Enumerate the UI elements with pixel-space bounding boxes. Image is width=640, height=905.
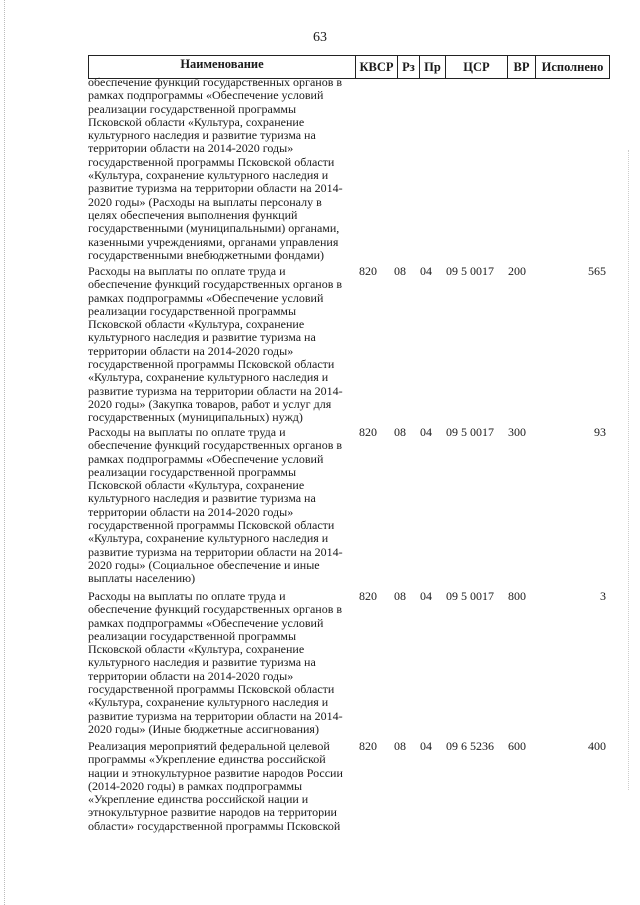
row-csr: 09 6 5236 [446,739,494,753]
header-isp: Исполнено [536,55,610,79]
row-rz: 08 [394,589,406,603]
scan-margin-line [4,0,6,905]
header-name: Наименование [88,55,356,79]
row-isp: 565 [588,264,606,278]
row-vr: 800 [508,589,526,603]
header-kvsr: КВСР [356,55,398,79]
row-isp: 3 [600,589,606,603]
row-name: Расходы на выплаты по оплате труда и обеспечение функций государственных органов в рамках подпрограммы «Обеспечение условий реализации государственной программы Псковской области «Культура, сохранение культурного наследия и развитие туризма на территории области на 2014-2020 годы» государственной программы Псковской области «Культура, сохранение культурного наследия и развитие туризма на территории области на 2014- 2020 годы» (Иные бюджетные ассигнования) [88,589,343,736]
row-kvsr: 820 [359,425,377,439]
row-kvsr: 820 [359,739,377,753]
row-rz: 08 [394,739,406,753]
row-kvsr: 820 [359,589,377,603]
row-name: обеспечение функций государственных органов в рамках подпрограммы «Обеспечение условий реализации государственной программы Псковской области «Культура, сохранение культурного наследия и развитие туризма на территории области на 2014-2020 годы» государственной программы Псковской области «Культура, сохранение культурного наследия и развитие туризма на территории области на 2014- 2020 годы» (Расходы на выплаты персоналу в целях обеспечения выполнения функций государственными (муниципальными) органами, казенными учреждениями, органами управления государственными внебюджетными фондами) [88,75,343,262]
header-vr: ВР [508,55,536,79]
row-pr: 04 [420,264,432,278]
row-name: Реализация мероприятий федеральной целевой программы «Укрепление единства российской нации и этнокультурное развитие народов России (2014-2020 годы) в рамках подпрограммы «Укрепление единства российской нации и этнокультурное развитие народов на территории области» государственной программы Псковской [88,739,343,833]
row-kvsr: 820 [359,264,377,278]
row-vr: 200 [508,264,526,278]
header-rz: Рз [398,55,420,79]
row-rz: 08 [394,264,406,278]
row-name: Расходы на выплаты по оплате труда и обеспечение функций государственных органов в рамках подпрограммы «Обеспечение условий реализации государственной программы Псковской области «Культура, сохранение культурного наследия и развитие туризма на территории области на 2014-2020 годы» государственной программы Псковской области «Культура, сохранение культурного наследия и развитие туризма на территории области на 2014- 2020 годы» (Социальное обеспечение и иные выплаты населению) [88,425,343,586]
row-pr: 04 [420,589,432,603]
row-pr: 04 [420,425,432,439]
header-csr: ЦСР [446,55,508,79]
row-pr: 04 [420,739,432,753]
page-number: 63 [313,30,327,45]
row-name: Расходы на выплаты по оплате труда и обеспечение функций государственных органов в рамках подпрограммы «Обеспечение условий реализации государственной программы Псковской области «Культура, сохранение культурного наследия и развитие туризма на территории области на 2014-2020 годы» государственной программы Псковской области «Культура, сохранение культурного наследия и развитие туризма на территории области на 2014- 2020 годы» (Закупка товаров, работ и услуг для государственных (муниципальных) нужд) [88,264,343,425]
header-pr: Пр [420,55,446,79]
scan-edge-line [628,150,630,790]
row-csr: 09 5 0017 [446,264,494,278]
row-csr: 09 5 0017 [446,425,494,439]
row-isp: 400 [588,739,606,753]
row-rz: 08 [394,425,406,439]
row-vr: 600 [508,739,526,753]
row-csr: 09 5 0017 [446,589,494,603]
row-isp: 93 [594,425,606,439]
row-vr: 300 [508,425,526,439]
